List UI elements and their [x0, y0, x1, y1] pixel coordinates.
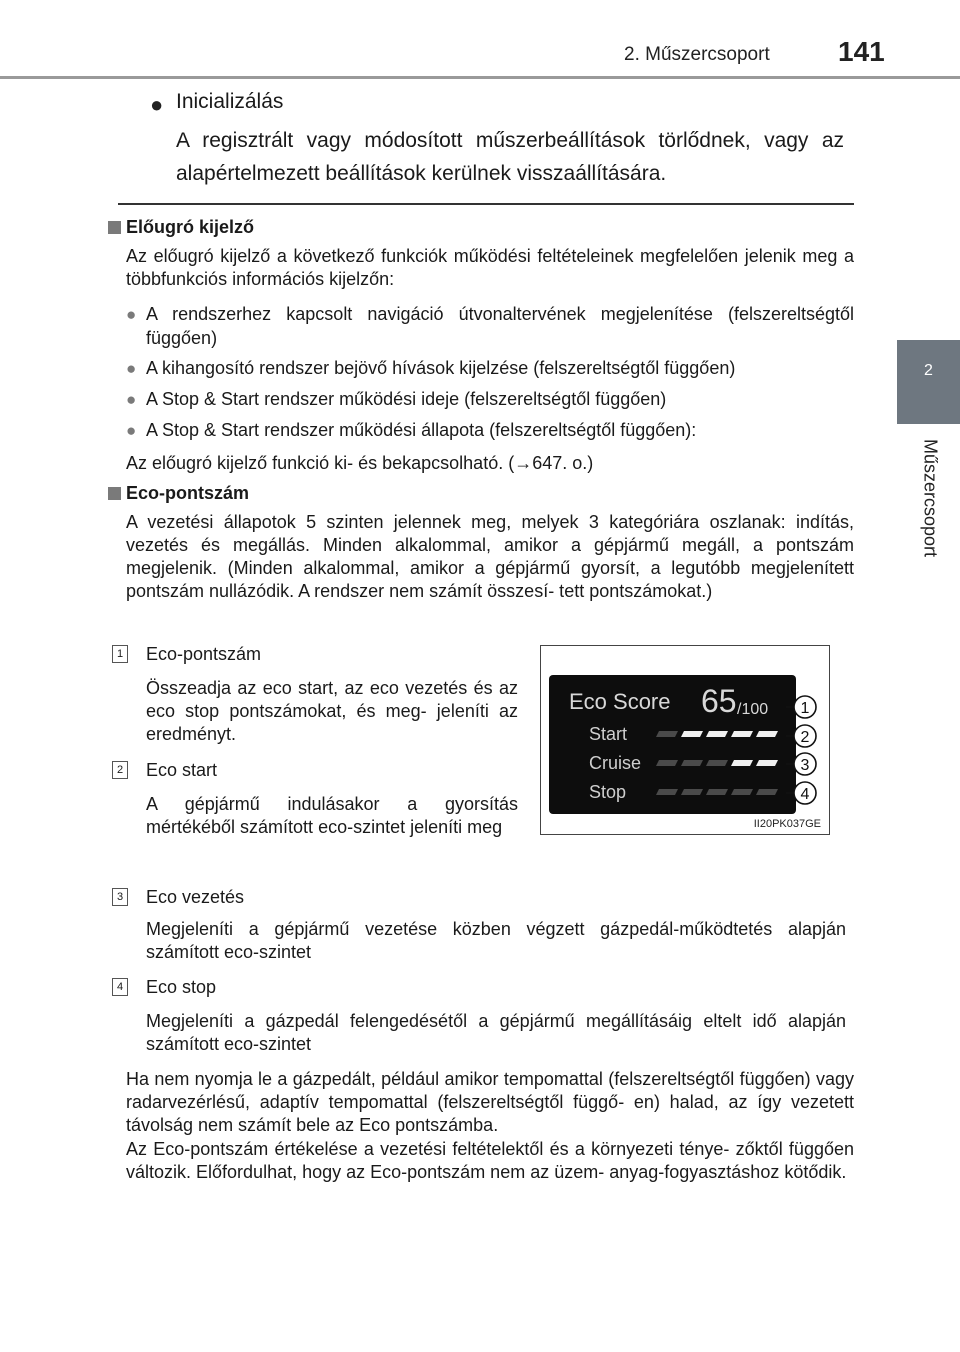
init-text: A regisztrált vagy módosított műszerbeállítások törlődnek, vagy az alapértelmezett beállítások kerülnek visszaállítására. — [176, 129, 844, 185]
callout-number: 4 — [800, 786, 810, 803]
level-segment — [756, 789, 778, 795]
bullet-dot-icon: ● — [126, 390, 137, 409]
callout-number: 3 — [800, 757, 810, 774]
chapter-tab-number: 2 — [924, 362, 933, 379]
item-title: Eco-pontszám — [146, 644, 262, 664]
eco-score-figure — [540, 645, 830, 835]
page-number: 141 — [838, 36, 885, 67]
screen-score-max: /100 — [737, 701, 769, 718]
eco-heading — [108, 483, 249, 504]
level-segment — [656, 760, 678, 766]
level-segment — [681, 760, 703, 766]
level-segment — [706, 731, 728, 737]
popup-bullet-text: A rendszerhez kapcsolt navigáció útvonaltervének megjelenítése (felszereltségtől függően) — [146, 304, 854, 348]
init-title: Inicializálás — [176, 90, 284, 113]
item-number-badge: 4 — [112, 978, 128, 996]
item-title: Eco vezetés — [146, 887, 245, 907]
row-label-stop: Stop — [589, 782, 627, 802]
chapter-side-label: Műszercsoport — [920, 438, 941, 558]
popup-heading-text: Előugró kijelző — [126, 217, 255, 237]
item-number-badge: 1 — [112, 645, 128, 663]
level-segment — [656, 731, 678, 737]
level-segment — [731, 789, 753, 795]
level-segment — [756, 731, 778, 737]
row-label-start: Start — [589, 724, 628, 744]
popup-bullet — [126, 302, 854, 350]
level-segment — [656, 789, 678, 795]
eco-score-screen — [541, 646, 829, 834]
item-description: Megjeleníti a gépjármű vezetése közben végzett gázpedál-működtetés alapján számított eco-szintet — [146, 919, 846, 962]
callout-number: 2 — [800, 729, 810, 746]
item-number-badge: 3 — [112, 888, 128, 906]
heading-square-icon — [108, 221, 121, 234]
row-label-cruise: Cruise — [589, 753, 642, 773]
item-description: Összeadja az eco start, az eco vezetés és az eco stop pontszámokat, és meg- jeleníti az eredményt. — [146, 678, 518, 744]
popup-bullet-text: A Stop & Start rendszer működési ideje (felszereltségtől függően) — [146, 389, 667, 409]
popup-bullet-text: A kihangosító rendszer bejövő hívások kijelzése (felszereltségtől függően) — [146, 358, 736, 378]
chapter-title: 2. Műszercsoport — [624, 44, 770, 65]
level-segment — [681, 789, 703, 795]
popup-footer: Az előugró kijelző funkció ki- és bekapcsolható. (→647. o.) — [126, 453, 594, 473]
popup-bullet — [126, 418, 854, 442]
init-bullet: ● — [150, 92, 164, 117]
level-segment — [731, 760, 753, 766]
eco-note: Ha nem nyomja le a gázpedált, például amikor tempomattal (felszereltségtől függően) vagy radarvezérlésű, adaptív tempomattal (felszereltségtől függő- en) halad, az így vezetett távolság nem számít bele az Eco pontszámba. — [126, 1069, 854, 1135]
level-segment — [731, 731, 753, 737]
level-segment — [681, 731, 703, 737]
item-title: Eco stop — [146, 977, 217, 997]
section-rule — [118, 203, 854, 205]
callout-number: 1 — [800, 700, 810, 717]
item-description: Megjeleníti a gázpedál felengedésétől a gépjármű megállításáig eltelt idő alapján számított eco-szintet — [146, 1011, 846, 1054]
screen-title: Eco Score — [569, 689, 671, 714]
item-description: A gépjármű indulásakor a gyorsítás mértékéből számított eco-szintet jeleníti meg — [146, 794, 518, 837]
popup-bullet — [126, 356, 854, 380]
heading-square-icon — [108, 487, 121, 500]
level-segment — [706, 789, 728, 795]
eco-heading-text: Eco-pontszám — [126, 483, 250, 503]
popup-bullet — [126, 387, 854, 411]
screen-score: 65 — [701, 683, 737, 719]
chapter-tab — [897, 340, 960, 424]
header-rule — [0, 76, 960, 79]
figure-code: II20PK037GE — [753, 818, 821, 830]
level-segment — [706, 760, 728, 766]
popup-heading — [108, 217, 254, 238]
popup-intro: Az előugró kijelző a következő funkciók működési feltételeinek megfelelően jelenik meg a többfunkciós információs kijelzőn: — [126, 246, 854, 289]
item-number-badge: 2 — [112, 761, 128, 779]
bullet-dot-icon: ● — [126, 421, 137, 440]
eco-intro: A vezetési állapotok 5 szinten jelennek meg, melyek 3 kategóriára oszlanak: indítás, vezetés és megállás. Minden alkalommal, amikor a gépjármű megáll, a pontszám megjelenik. (Minden alkalommal, amikor a gépjármű gyorsít, a legutóbb megjelenített pontszám nullázódik. A rendszer nem számít összesí- tett pontszámokat.) — [126, 512, 854, 601]
bullet-dot-icon: ● — [126, 305, 137, 324]
popup-bullet-text: A Stop & Start rendszer működési állapota (felszereltségtől függően): — [146, 420, 697, 440]
item-title: Eco start — [146, 760, 218, 780]
level-segment — [756, 760, 778, 766]
bullet-dot-icon: ● — [126, 359, 137, 378]
eco-note: Az Eco-pontszám értékelése a vezetési feltételektől és a környezeti ténye- zőktől függően változik. Előfordulhat, hogy az Eco-pontszám nem az üzem- anyag-fogyasztáshoz kötődik. — [126, 1139, 854, 1182]
